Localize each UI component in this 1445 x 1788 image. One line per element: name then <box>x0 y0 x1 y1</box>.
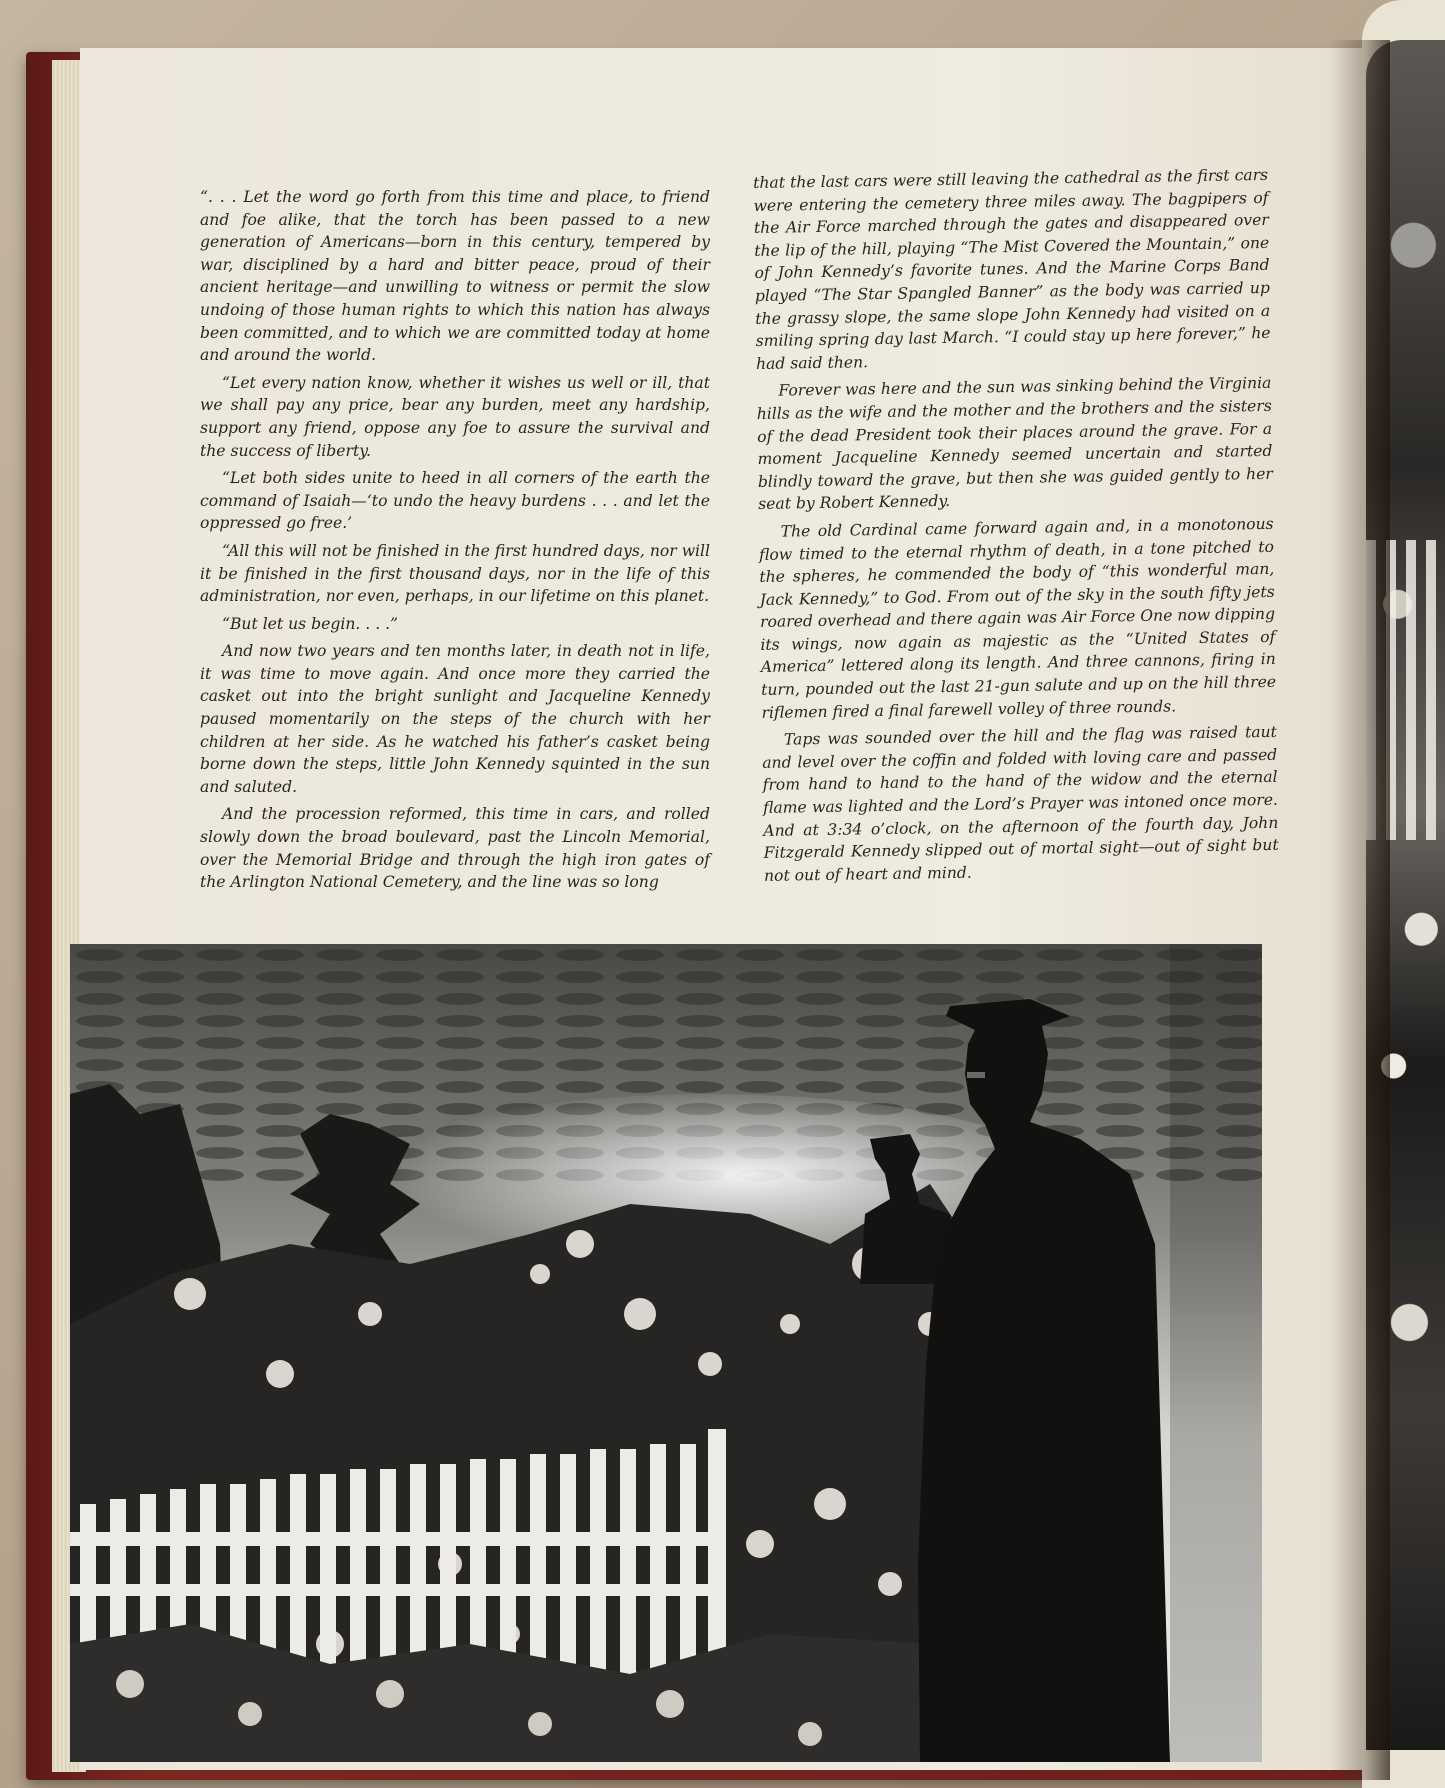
paragraph: And now two years and ten months later, in death not in life, it was time to move again. And once more they carried the casket out into the bright sunlight and Jacqueline Kennedy paused momentarily on the steps of the church with her children at her side. As he watched his father’s casket being borne down the steps, little John Kennedy squinted in the sun and saluted. <box>200 642 710 796</box>
paragraph: “Let every nation know, whether it wishes us well or ill, that we shall pay any price, bear any burden, meet any hardship, support any friend, oppose any foe to assure the survival and the success of liberty. <box>200 373 710 460</box>
paragraph: “. . . Let the word go forth from this time and place, to friend and foe alike, that the torch has been passed to a new generation of Americans—born in this century, tempered by war, disciplined by a hard and bitter peace, proud of their ancient heritage—and unwilling to witness or permit the slow undoing of those human rights to which this nation has always been committed, and to which we are committed today at home and around the world. <box>200 188 710 365</box>
page-gutter-shadow <box>1330 40 1390 1780</box>
paragraph: Taps was sounded over the hill and the flag was raised taut and level over the coffin and folded with loving care and passed from hand to hand to the hand of the widow and the eternal flame was lighted and the Lord’s Prayer was intoned once more. And at 3:34 o’clock, on the afternoon of the fourth day, John Fitzgerald Kennedy slipped out of mortal sight—out of sight but not out of heart and mind. <box>762 723 1279 885</box>
paragraph: Forever was here and the sun was sinking behind the Virginia hills as the wife and the mother and the brothers and the sisters of the dead President took their places around the grave. For a moment Jacqueline Kennedy seemed uncertain and started blindly toward the grave, but then she was guided gently to her seat by Robert Kennedy. <box>756 374 1273 514</box>
paragraph: “But let us begin. . . .” <box>222 614 399 633</box>
paragraph: The old Cardinal came forward again and, in a monotonous flow timed to the eternal rhythm of death, in a tone pitched to the spheres, he commended the body of “this wonderful man, Jack Kennedy,” to God. From out of the sky in the south fifty jets roared overhead and there again was Air Force One now dipping its wings, now again as majestic as the “United States of America” lettered along its length. And three cannons, firing in turn, pounded out the last 21-gun salute and up on the hill three riflemen fired a final farewell volley of three rounds. <box>758 514 1277 722</box>
right-text-column <box>753 164 1279 892</box>
gravesite-photograph <box>70 944 1262 1762</box>
paragraph: that the last cars were still leaving the cathedral as the first cars were entering the cemetery three miles away. The bagpipers of the Air Force marched through the gates and disappeared over the lip of the hill, playing “The Mist Covered the Mountain,” one of John Kennedy’s favorite tunes. And the Marine Corps Band played “The Star Spangled Banner” as the body was carried up the grassy slope, the same slope John Kennedy had visited on a smiling spring day last March. “I could stay up here forever,” he had said then. <box>753 165 1271 373</box>
paragraph: “Let both sides unite to heed in all corners of the earth the command of Isaiah—‘to undo the heavy burdens . . . and let the oppressed go free.’ <box>200 469 710 533</box>
paragraph: “All this will not be finished in the first hundred days, nor will it be finished in the first thousand days, nor in the life of this administration, nor even, perhaps, in our lifetime on this planet. <box>200 541 710 606</box>
left-text-column <box>200 186 710 899</box>
paragraph: And the procession reformed, this time in cars, and rolled slowly down the broad boulevard, past the Lincoln Memorial, over the Memorial Bridge and through the high iron gates of the Arlington National Cemetery, and the line was so long <box>200 805 710 892</box>
